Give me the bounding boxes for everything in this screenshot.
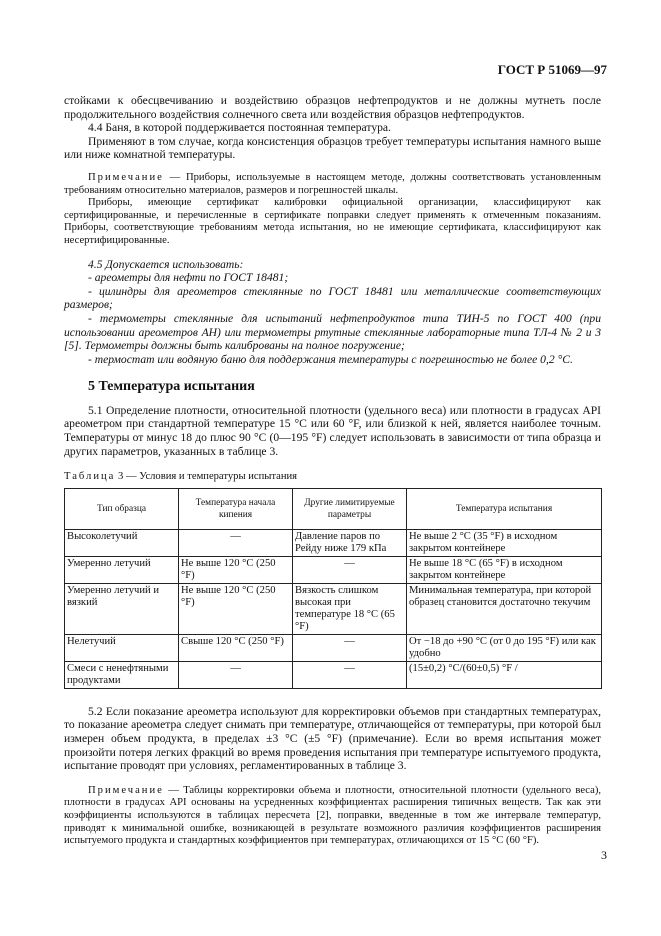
- table-cell: Высоколетучий: [65, 529, 179, 556]
- paragraph-4-5-title: 4.5 Допускается использовать:: [88, 257, 244, 271]
- table-row: [65, 634, 602, 661]
- note-1-paragraph-2: Приборы, имеющие сертификат калибровки официальной организации, классифицируют как сертифицированные, и перечисленные в сертификате поправки следует применять к отмеченным показаниям. Приборы, соответствующие требованиям метода испытания, но не имеющие сертификата, классифицируют как несертифицированные.: [64, 197, 601, 246]
- table-cell: Давление паров по Рейду ниже 179 кПа: [293, 529, 407, 556]
- list-item: - ареометры для нефти по ГОСТ 18481;: [88, 271, 289, 285]
- note-1: [64, 172, 601, 197]
- note-1-text: — Приборы, используемые в настоящем методе, должны соответствовать установленным требованиям относительно материалов, размеров и погрешностей шкалы.: [64, 171, 601, 196]
- note-1-label: Примечание: [88, 171, 164, 183]
- table-cell: Умеренно летучий и вязкий: [65, 583, 179, 634]
- table-cell: Вязкость слишком высокая при температуре 18 °С (65 °F): [293, 583, 407, 634]
- standard-code-header: ГОСТ Р 51069—97: [497, 62, 607, 77]
- paragraph-continuation: стойками к обесцвечиванию и воздействию образцов нефтепродуктов и не должны мутнеть после продолжительного воздействия солнечного света или воздействия образцов нефтепродуктов.: [64, 94, 601, 121]
- table-cell: —: [293, 634, 407, 661]
- table-cell: —: [179, 661, 293, 688]
- table-cell: (15±0,2) °С/(60±0,5) °F /: [407, 661, 602, 688]
- table-row: [65, 583, 602, 634]
- table-label: Таблица: [64, 471, 116, 483]
- column-header: Температура начала кипения: [179, 488, 293, 529]
- list-item: - цилиндры для ареометров стеклянные по ГОСТ 18481 или металлические соответствующих размеров;: [64, 284, 601, 312]
- table-cell: Нелетучий: [65, 634, 179, 661]
- column-header: Другие лимитируемые параметры: [293, 488, 407, 529]
- table-row: [65, 661, 602, 688]
- list-item: - термостат или водяную баню для поддержания температуры с погрешностью не более 0,2 °С.: [88, 352, 573, 366]
- test-conditions-table: [64, 488, 602, 689]
- column-header: Температура испытания: [407, 488, 602, 529]
- table-cell: Не выше 120 °С (250 °F): [179, 583, 293, 634]
- table-cell: —: [293, 556, 407, 583]
- page-number: 3: [601, 848, 607, 862]
- note-2-label: Примечание: [88, 784, 164, 796]
- table-cell: Минимальная температура, при которой образец становится достаточно текучим: [407, 583, 602, 634]
- table-cell: От −18 до +90 °С (от 0 до 195 °F) или как удобно: [407, 634, 602, 661]
- table-caption: [64, 470, 601, 484]
- table-cell: —: [179, 529, 293, 556]
- table-row: [65, 556, 602, 583]
- table-cell: —: [293, 661, 407, 688]
- list-item: - термометры стеклянные для испытаний нефтепродуктов типа ТИН-5 по ГОСТ 400 (при использовании ареометров АН) или термометры ртутные стеклянные лабораторные типа ТЛ-4 № 2 и 3 [5]. Термометры должны быть калиброваны на полное погружение;: [64, 311, 601, 353]
- note-2: [64, 785, 601, 848]
- table-cell: Смеси с ненефтяными продуктами: [65, 661, 179, 688]
- table-caption-text: 3 — Условия и температуры испытания: [115, 471, 298, 483]
- paragraph-4-4-text: Применяют в том случае, когда консистенция образцов требует температуры испытания намного выше или ниже комнатной температуры.: [64, 134, 601, 162]
- section-5-heading: 5 Температура испытания: [88, 379, 255, 395]
- table-cell: Умеренно летучий: [65, 556, 179, 583]
- column-header: Тип образца: [65, 488, 179, 529]
- table-cell: Не выше 2 °С (35 °F) в исходном закрытом контейнере: [407, 529, 602, 556]
- paragraph-5-1: 5.1 Определение плотности, относительной плотности (удельного веса) или плотности в градусах API ареометром при стандартной температуре 15 °С или 60 °F, или близкой к ней, является наиболее точным. Температуры от минус 18 до плюс 90 °С (0—195 °F) следует использовать в зависимости от типа образца и других параметров, указанных в таблице 3.: [64, 403, 601, 458]
- page-content: [64, 94, 601, 848]
- table-cell: Свыше 120 °С (250 °F): [179, 634, 293, 661]
- note-2-text: — Таблицы корректировки объема и плотности, относительной плотности (удельного веса), плотности в градусах API основаны на усредненных коэффициентах расширения типичных веществ. Так как эти коэффициенты используются в таблицах пересчета [2], поправки, введенные в том же интервале температур, приводят к минимальной ошибке, возникающей в результате возможного различия коэффициентов расширения испытуемого продукта и стандартных коэффициентов при температурах, отличающихся от 15 °С (60 °F).: [64, 784, 601, 847]
- paragraph-5-2: 5.2 Если показание ареометра используют для корректировки объемов при стандартных температурах, то показание ареометра следует снимать при температуре, отличающейся от температуры, при которой был измерен объем продукта, в пределах ±3 °С (±5 °F) (примечание). Если во время испытания может произойти потеря легких фракций во время проведения испытания при температуре испытуемого продукта, испытание проводят при условиях, регламентированных в таблице 3.: [64, 704, 601, 773]
- table-row: [65, 529, 602, 556]
- table-cell: Не выше 18 °С (65 °F) в исходном закрытом контейнере: [407, 556, 602, 583]
- table-cell: Не выше 120 °С (250 °F): [179, 556, 293, 583]
- paragraph-4-4: 4.4 Баня, в которой поддерживается постоянная температура.: [88, 121, 391, 135]
